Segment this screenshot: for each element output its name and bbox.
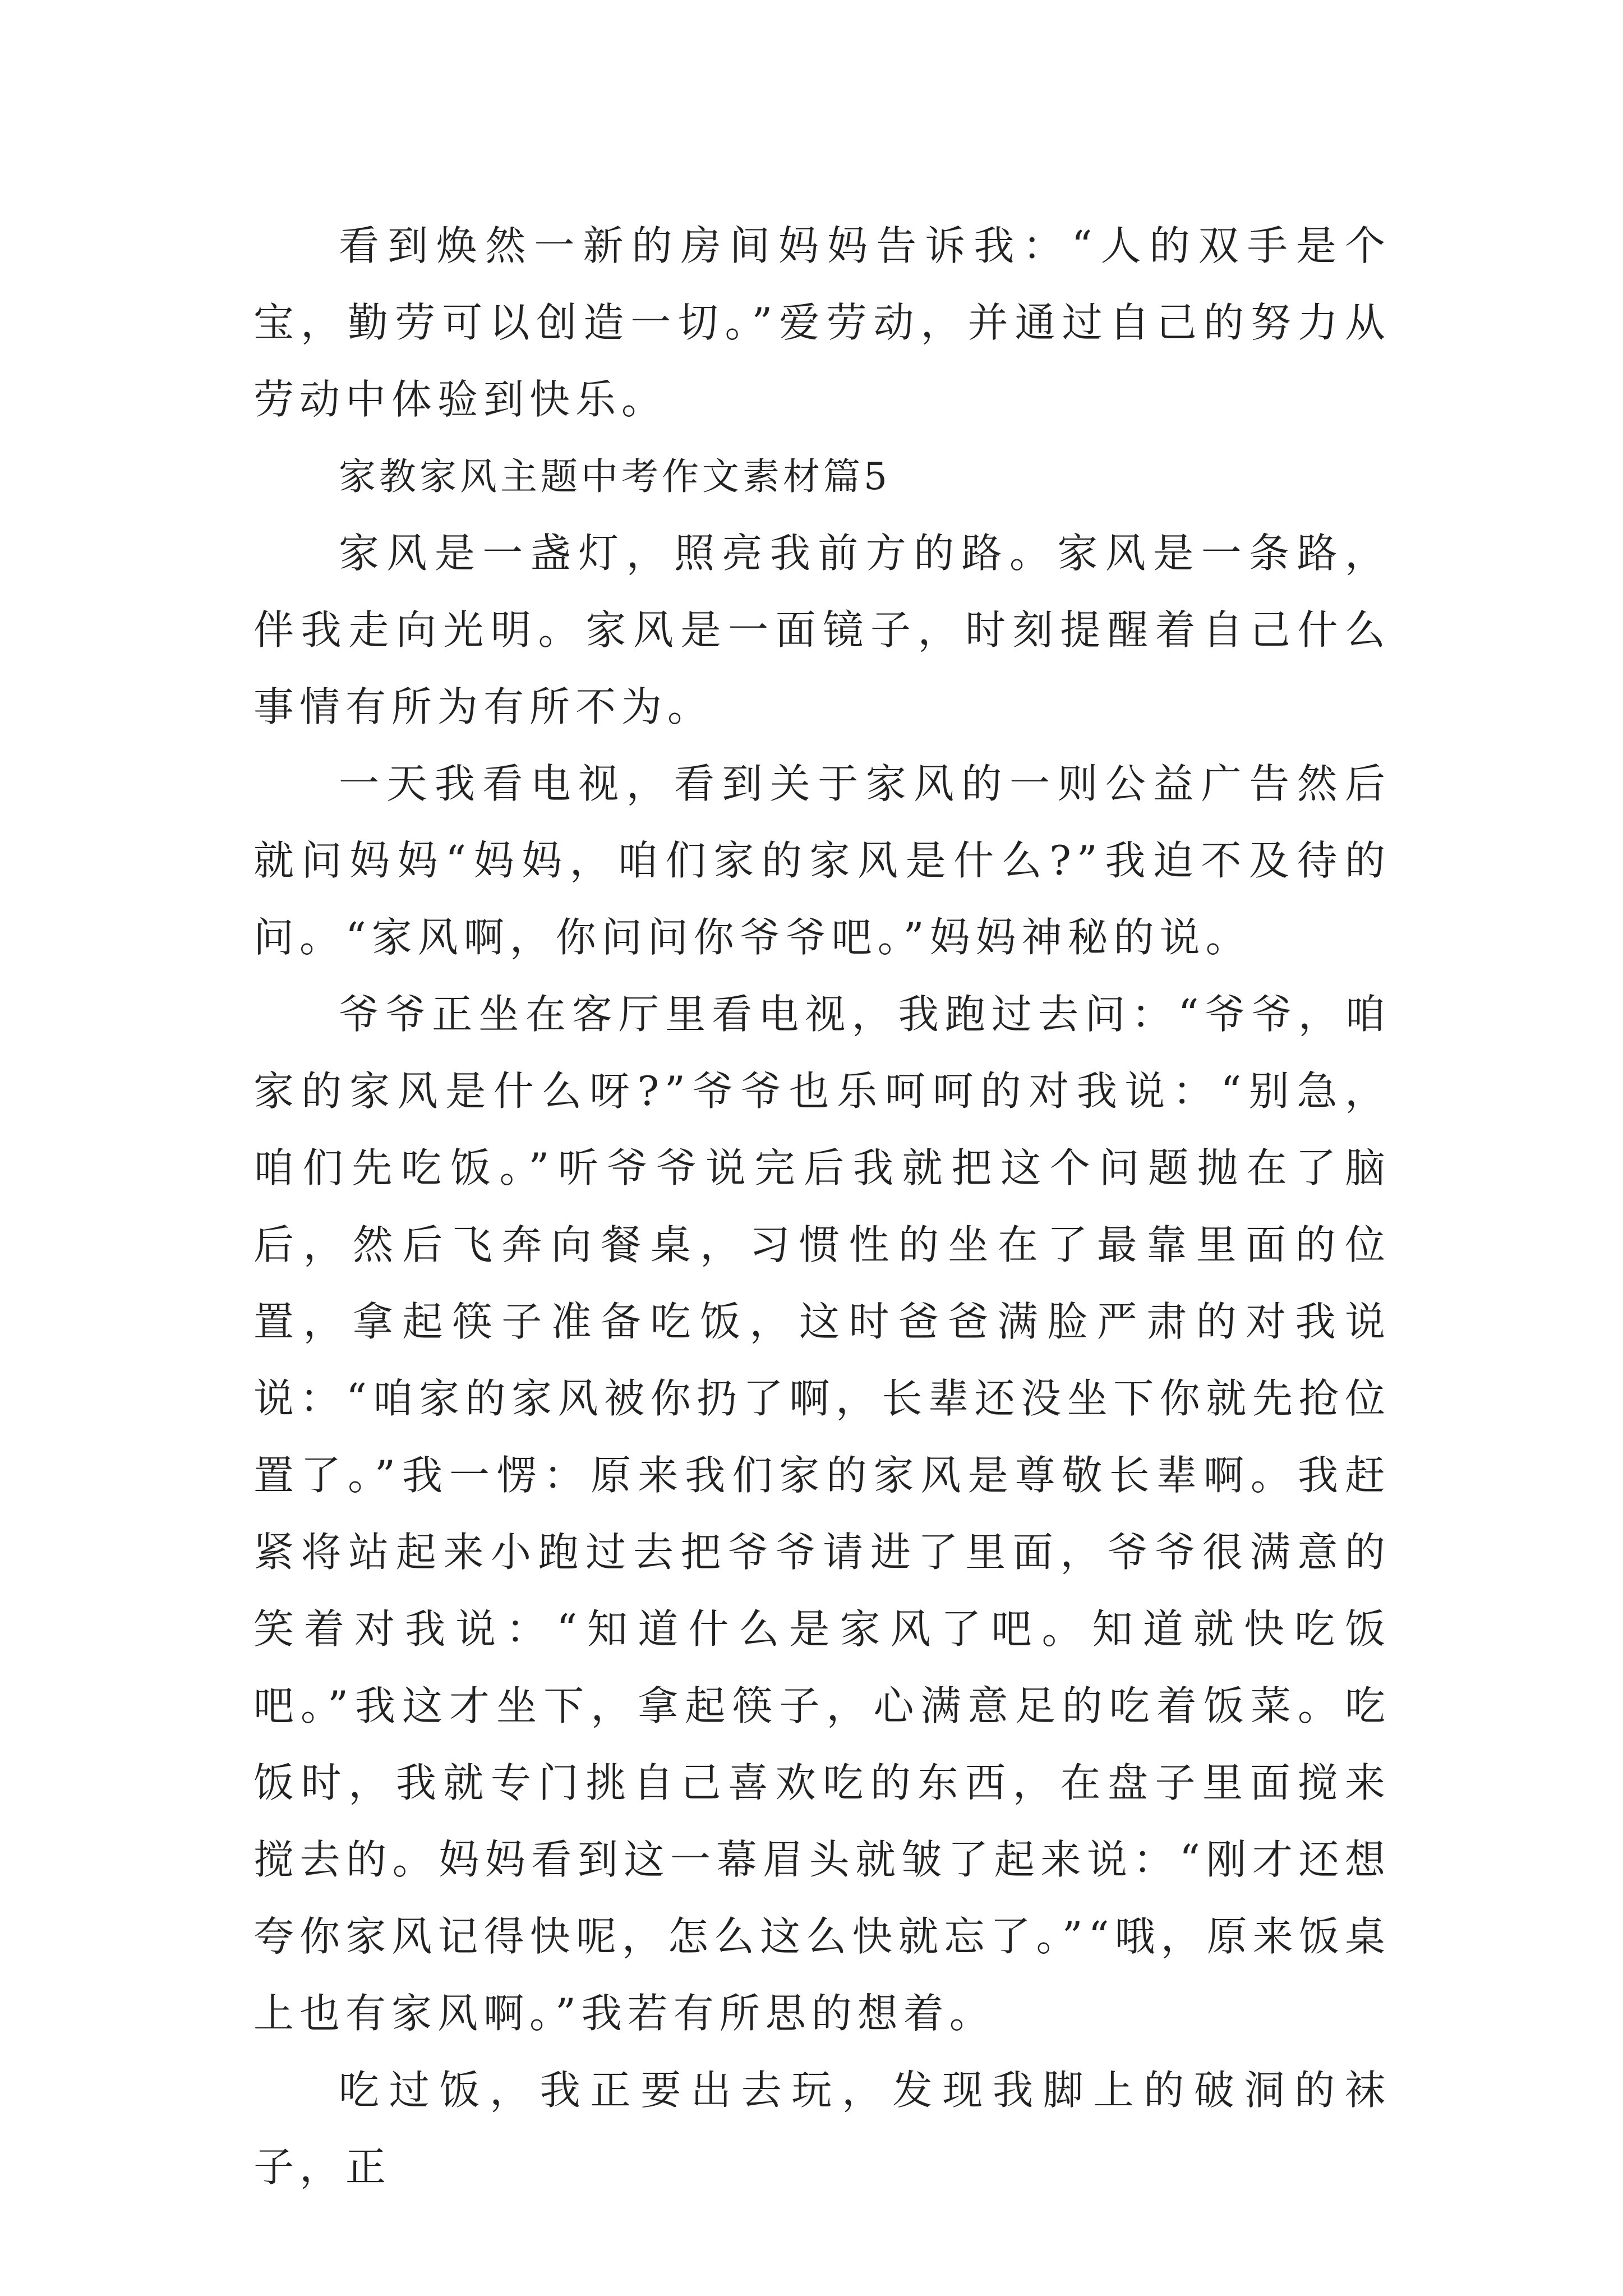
- paragraph-labor-joy: 看到焕然一新的房间妈妈告诉我：“人的双手是个宝，勤劳可以创造一切。”爱劳动，并通过自己的努力从劳动中体验到快乐。: [253, 222, 1391, 423]
- paragraph-dinner-story: 爷爷正坐在客厅里看电视，我跑过去问：“爷爷，咱家的家风是什么呀?”爷爷也乐呵呵的对我说：“别急，咱们先吃饭。”听爷爷说完后我就把这个问题抛在了脑后，然后飞奔向餐桌，习惯性的坐在了最靠里面的位置，拿起筷子准备吃饭，这时爸爸满脸严肃的对我说说：“咱家的家风被你扔了啊，长辈还没坐下你就先抢位置了。”我一愣：原来我们家的家风是尊敬长辈啊。我赶紧将站起来小跑过去把爷爷请进了里面，爷爷很满意的笑着对我说：“知道什么是家风了吧。知道就快吃饭吧。”我这才坐下，拿起筷子，心满意足的吃着饭菜。吃饭时，我就专门挑自己喜欢吃的东西，在盘子里面搅来搅去的。妈妈看到这一幕眉头就皱了起来说：“刚才还想夸你家风记得快呢，怎么这么快就忘了。”“哦，原来饭桌上也有家风啊。”我若有所思的想着。: [253, 991, 1391, 2037]
- paragraph-tv-question: 一天我看电视，看到关于家风的一则公益广告然后就问妈妈“妈妈，咱们家的家风是什么?”我迫不及待的问。“家风啊，你问问你爷爷吧。”妈妈神秘的说。: [253, 760, 1391, 961]
- document-body: [253, 208, 1391, 2206]
- section-title: 家教家风主题中考作文素材篇5: [339, 455, 891, 498]
- paragraph-after-dinner: 吃过饭，我正要出去玩，发现我脚上的破洞的袜子，正: [253, 2067, 1391, 2191]
- paragraph-family-tradition-intro: 家风是一盏灯，照亮我前方的路。家风是一条路，伴我走向光明。家风是一面镜子，时刻提醒着自己什么事情有所为有所不为。: [253, 530, 1391, 730]
